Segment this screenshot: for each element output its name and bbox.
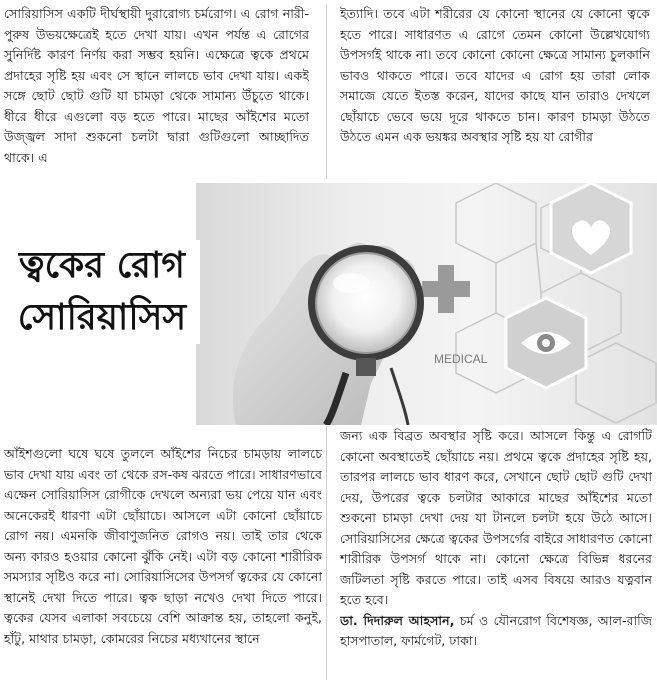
stethoscope-photo [196, 183, 657, 425]
article-column-top-left [4, 4, 309, 179]
column-divider [326, 4, 327, 179]
paragraph: সোরিয়াসিস একটি দীর্ঘস্থায়ী দুরারোগ্য চর্মরোগ। এ রোগ নারী-পুরুষ উভয়ক্ষেত্রেই হতে দেখা যায়। এখন পর্যন্ত এ রোগের সুনির্দিষ্ট কারণ নির্ণয় করা সম্ভব হয়নি। এক্ষেত্রে ত্বকে প্রথমে প্রদাহের সৃষ্টি হয় এবং সে স্থানে লালচে ভাব দেখা যায়। একই সঙ্গে ছোট ছোট গুটি যা চামড়া থেকে সামান্য উঁচুতে থাকে। ধীরে ধীরে এগুলো বড় হতে পারে। মাছের আঁইশের মতো উজ্জ্বল সাদা শুকনো চলটা দ্বারা গুটিগুলো আচ্ছাদিত থাকে। এ [4, 6, 309, 165]
title-line: ত্বকের রোগ [18, 245, 186, 286]
author-affiliation: চর্ম ও যৌনরোগ বিশেষজ্ঞ, আল-রাজি হাসপাতাল, ফার্মগেট, ঢাকা। [340, 612, 652, 648]
author-name: ডা. দিদারুল আহসান, [340, 612, 455, 628]
medical-label: MEDICAL [434, 352, 488, 366]
title-line: সোরিয়াসিস [17, 297, 187, 338]
column-divider [326, 426, 327, 680]
article-title [4, 240, 200, 344]
eye-icon [506, 298, 586, 388]
heart-icon [551, 183, 631, 273]
article-column-bottom-left [4, 444, 322, 684]
article-column-bottom-right [340, 426, 652, 684]
cross-icon [422, 265, 470, 313]
author-byline [340, 611, 652, 652]
paragraph: আঁইশগুলো ঘষে ঘষে তুললে আঁইশের নিচের চামড়ায় লালচে ভাব দেখা যায় এবং তা থেকে রস-কষ ঝরতে পারে। সাধারণভাবে এক্ষেন সোরিয়াসিস রোগীকে দেখলে অন্যরা ভয় পেয়ে যান এবং অনেকেরই ধারণা এটা ছোঁয়াচে। আসলে এটা কোনো ছোঁয়াচে রোগ নয়। এমনকি জীবাণুজনিত রোগও নয়। তাই তার থেকে অন্য কারও হওয়ার কোনো ঝুঁকি নেই। এটা বড় কোনো শারীরিক সমস্যার সৃষ্টিও করে না। সোরিয়াসিসের উপসর্গ ত্বকের যে কোনো স্থানেই দেখা দিতে পারে। ত্বক ছাড়া নখেও দেখা দিতে পারে। ত্বকের যেসব এলাকা সবচেয়ে বেশি আক্রান্ত হয়, তাহলো কনুই, হাঁটু, মাথার চামড়া, কোমরের নিচের মধ্যখানের স্থানে [4, 446, 322, 646]
paragraph: ইত্যাদি। তবে এটা শরীরের যে কোনো স্থানের যে কোনো ত্বকে হতে পারে। সাধারণত এ রোগে তেমন কোনো উল্লেখযোগ্য উপসর্গই থাকে না। তবে কোনো কোনো ক্ষেত্রে সামান্য চুলকানি ভাবও থাকতে পারে। তবে যাদের এ রোগ হয় তারা লোক সমাজে যেতে ইতস্ত করেন, যাদের কাছে যান তারাও দেখলে ছোঁয়াচে ভেবে ভয়ে দূরে থাকতে চান। কারণ চামড়া উঠতে উঠতে এমন এক ভয়ঙ্কর অবস্থার সৃষ্টি হয় যা রোগীর [340, 6, 650, 144]
article-column-top-right [340, 4, 650, 179]
paragraph: জন্য এক বিব্রত অবস্থার সৃষ্টি করে। আসলে কিন্তু এ রোগটি কোনো অবস্থাতেই ছোঁয়াচে নয়। প্রথমে ত্বকে প্রদাহের সৃষ্টি হয়, তারপর লালচে ভাব ধারণ করে, সেখানে ছোট ছোট গুটি দেখা দেয়, উপরের ত্বকে চলটার আকারে মাছের আঁইশের মতো শুকনো চামড়া দেখা দেয় যা টানলে চলটা হয়ে উঠে আসে। সোরিয়াসিসের ক্ষেত্রে ত্বকের উপসর্গের বাইরে সাধারণত কোনো শারীরিক উপসর্গ থাকে না। কোনো ক্ষেত্রে বিভিন্ন ধরনের জটিলতা সৃষ্টি করতে পারে। তাই এসব বিষয়ে আরও যত্নবান হতে হবে। [340, 428, 652, 607]
